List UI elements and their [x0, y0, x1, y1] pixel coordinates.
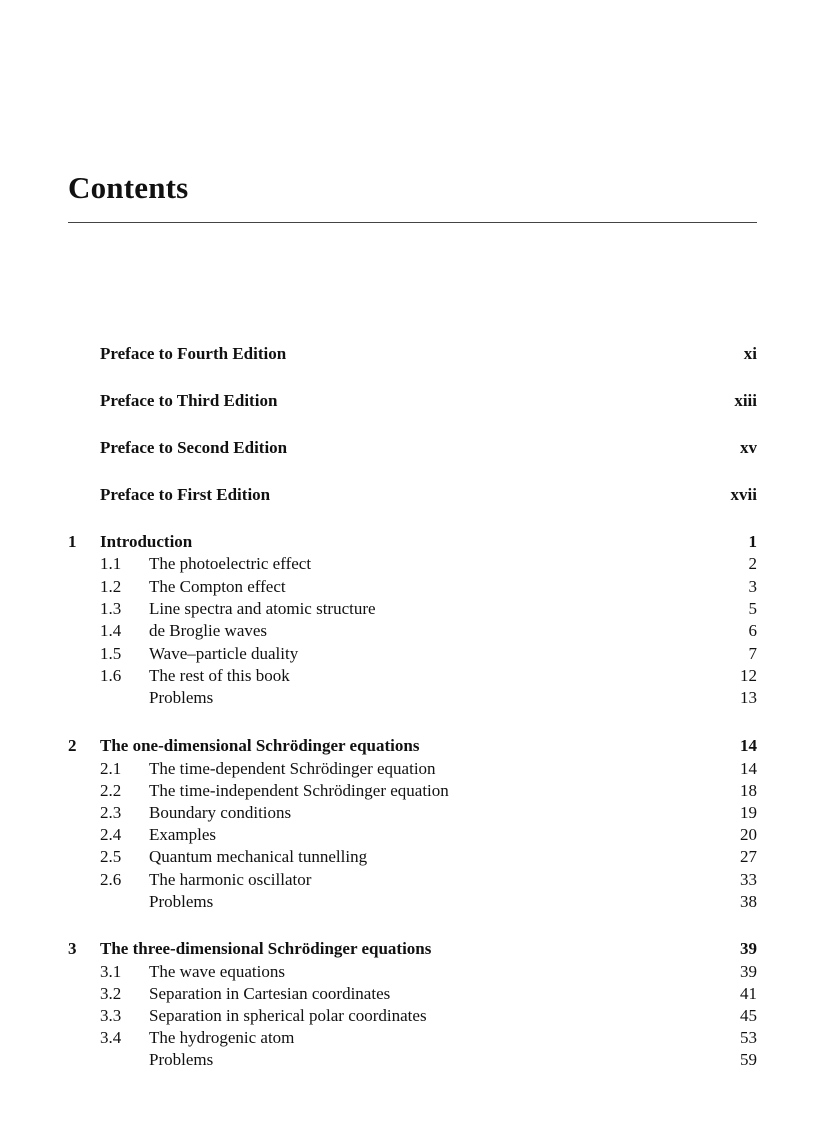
- chapter-title: Introduction: [100, 532, 193, 551]
- section-page: 7: [748, 644, 757, 663]
- section-page: 3: [748, 577, 757, 596]
- problems-page: 38: [740, 892, 757, 911]
- toc-entry-title: Preface to Third Edition: [100, 391, 278, 410]
- toc-section-2-5[interactable]: [0, 846, 816, 868]
- problems-page: 59: [740, 1050, 757, 1069]
- section-number: 3.2: [100, 984, 122, 1003]
- toc-section-1-6[interactable]: [0, 665, 816, 687]
- toc-section-1-1[interactable]: [0, 553, 816, 575]
- section-title: Boundary conditions: [149, 803, 292, 822]
- section-number: 1.3: [100, 599, 122, 618]
- toc-section-1-3[interactable]: [0, 598, 816, 620]
- toc-section-2-1[interactable]: [0, 758, 816, 780]
- section-title: The time-dependent Schrödinger equation: [149, 759, 436, 778]
- toc-problems-1[interactable]: [0, 687, 816, 709]
- section-page: 14: [740, 759, 757, 778]
- section-page: 53: [740, 1028, 757, 1047]
- page-title: Contents: [68, 170, 189, 205]
- toc-section-2-6[interactable]: [0, 869, 816, 891]
- toc-section-2-4[interactable]: [0, 824, 816, 846]
- toc-front-preface-second[interactable]: [0, 437, 816, 459]
- section-title: The wave equations: [149, 962, 285, 981]
- section-number: 2.5: [100, 847, 122, 866]
- section-page: 12: [740, 666, 757, 685]
- toc-entry-page: xv: [740, 438, 757, 457]
- problems-page: 13: [740, 688, 757, 707]
- toc-section-3-1[interactable]: [0, 961, 816, 983]
- toc-section-1-4[interactable]: [0, 620, 816, 642]
- section-number: 3.3: [100, 1006, 122, 1025]
- section-page: 5: [748, 599, 757, 618]
- section-page: 18: [740, 781, 757, 800]
- section-title: The hydrogenic atom: [149, 1028, 295, 1047]
- toc-front-preface-first[interactable]: [0, 484, 816, 506]
- section-title: Examples: [149, 825, 217, 844]
- problems-title: Problems: [149, 688, 214, 707]
- toc-problems-3[interactable]: [0, 1049, 816, 1071]
- toc-chapter-1[interactable]: [0, 531, 816, 553]
- chapter-page: 14: [740, 736, 757, 755]
- section-title: de Broglie waves: [149, 621, 268, 640]
- section-page: 39: [740, 962, 757, 981]
- section-title: Separation in Cartesian coordinates: [149, 984, 391, 1003]
- toc-section-3-3[interactable]: [0, 1005, 816, 1027]
- section-page: 6: [748, 621, 757, 640]
- toc-problems-2[interactable]: [0, 891, 816, 913]
- toc-entry-title: Preface to First Edition: [100, 485, 271, 504]
- section-number: 3.1: [100, 962, 122, 981]
- toc-chapter-2[interactable]: [0, 735, 816, 757]
- toc-entry-title: Preface to Second Edition: [100, 438, 288, 457]
- section-number: 1.2: [100, 577, 122, 596]
- chapter-page: 1: [748, 532, 757, 551]
- chapter-title: The three-dimensional Schrödinger equations: [100, 939, 432, 958]
- toc-chapter-3[interactable]: [0, 938, 816, 960]
- section-title: The rest of this book: [149, 666, 290, 685]
- toc-entry-page: xi: [743, 344, 757, 363]
- section-number: 2.4: [100, 825, 122, 844]
- toc-section-1-2[interactable]: [0, 576, 816, 598]
- section-number: 1.4: [100, 621, 122, 640]
- toc-section-1-5[interactable]: [0, 643, 816, 665]
- chapter-page: 39: [740, 939, 757, 958]
- section-number: 3.4: [100, 1028, 122, 1047]
- problems-title: Problems: [149, 1050, 214, 1069]
- chapter-number: 1: [68, 532, 77, 551]
- section-page: 20: [740, 825, 757, 844]
- section-number: 2.2: [100, 781, 122, 800]
- chapter-title: The one-dimensional Schrödinger equations: [100, 736, 420, 755]
- section-title: Separation in spherical polar coordinates: [149, 1006, 427, 1025]
- toc-section-2-2[interactable]: [0, 780, 816, 802]
- chapter-number: 2: [68, 736, 77, 755]
- section-title: The Compton effect: [149, 577, 286, 596]
- section-page: 27: [740, 847, 757, 866]
- section-title: Quantum mechanical tunnelling: [149, 847, 368, 866]
- section-page: 19: [740, 803, 757, 822]
- section-page: 33: [740, 870, 757, 889]
- section-number: 1.5: [100, 644, 122, 663]
- toc-section-2-3[interactable]: [0, 802, 816, 824]
- section-title: Wave–particle duality: [149, 644, 299, 663]
- section-page: 41: [740, 984, 757, 1003]
- toc-entry-page: xvii: [730, 485, 757, 504]
- toc-front-preface-fourth[interactable]: [0, 343, 816, 365]
- section-number: 1.1: [100, 554, 122, 573]
- section-title: The harmonic oscillator: [149, 870, 312, 889]
- section-title: The time-independent Schrödinger equation: [149, 781, 449, 800]
- section-page: 2: [748, 554, 757, 573]
- problems-title: Problems: [149, 892, 214, 911]
- section-number: 2.3: [100, 803, 122, 822]
- section-title: Line spectra and atomic structure: [149, 599, 376, 618]
- toc-front-preface-third[interactable]: [0, 390, 816, 412]
- title-rule: [68, 222, 757, 223]
- chapter-number: 3: [68, 939, 77, 958]
- section-page: 45: [740, 1006, 757, 1025]
- section-title: The photoelectric effect: [149, 554, 312, 573]
- toc-entry-page: xiii: [734, 391, 757, 410]
- section-number: 2.1: [100, 759, 122, 778]
- section-number: 1.6: [100, 666, 122, 685]
- toc-section-3-2[interactable]: [0, 983, 816, 1005]
- toc-entry-title: Preface to Fourth Edition: [100, 344, 287, 363]
- section-number: 2.6: [100, 870, 122, 889]
- toc-section-3-4[interactable]: [0, 1027, 816, 1049]
